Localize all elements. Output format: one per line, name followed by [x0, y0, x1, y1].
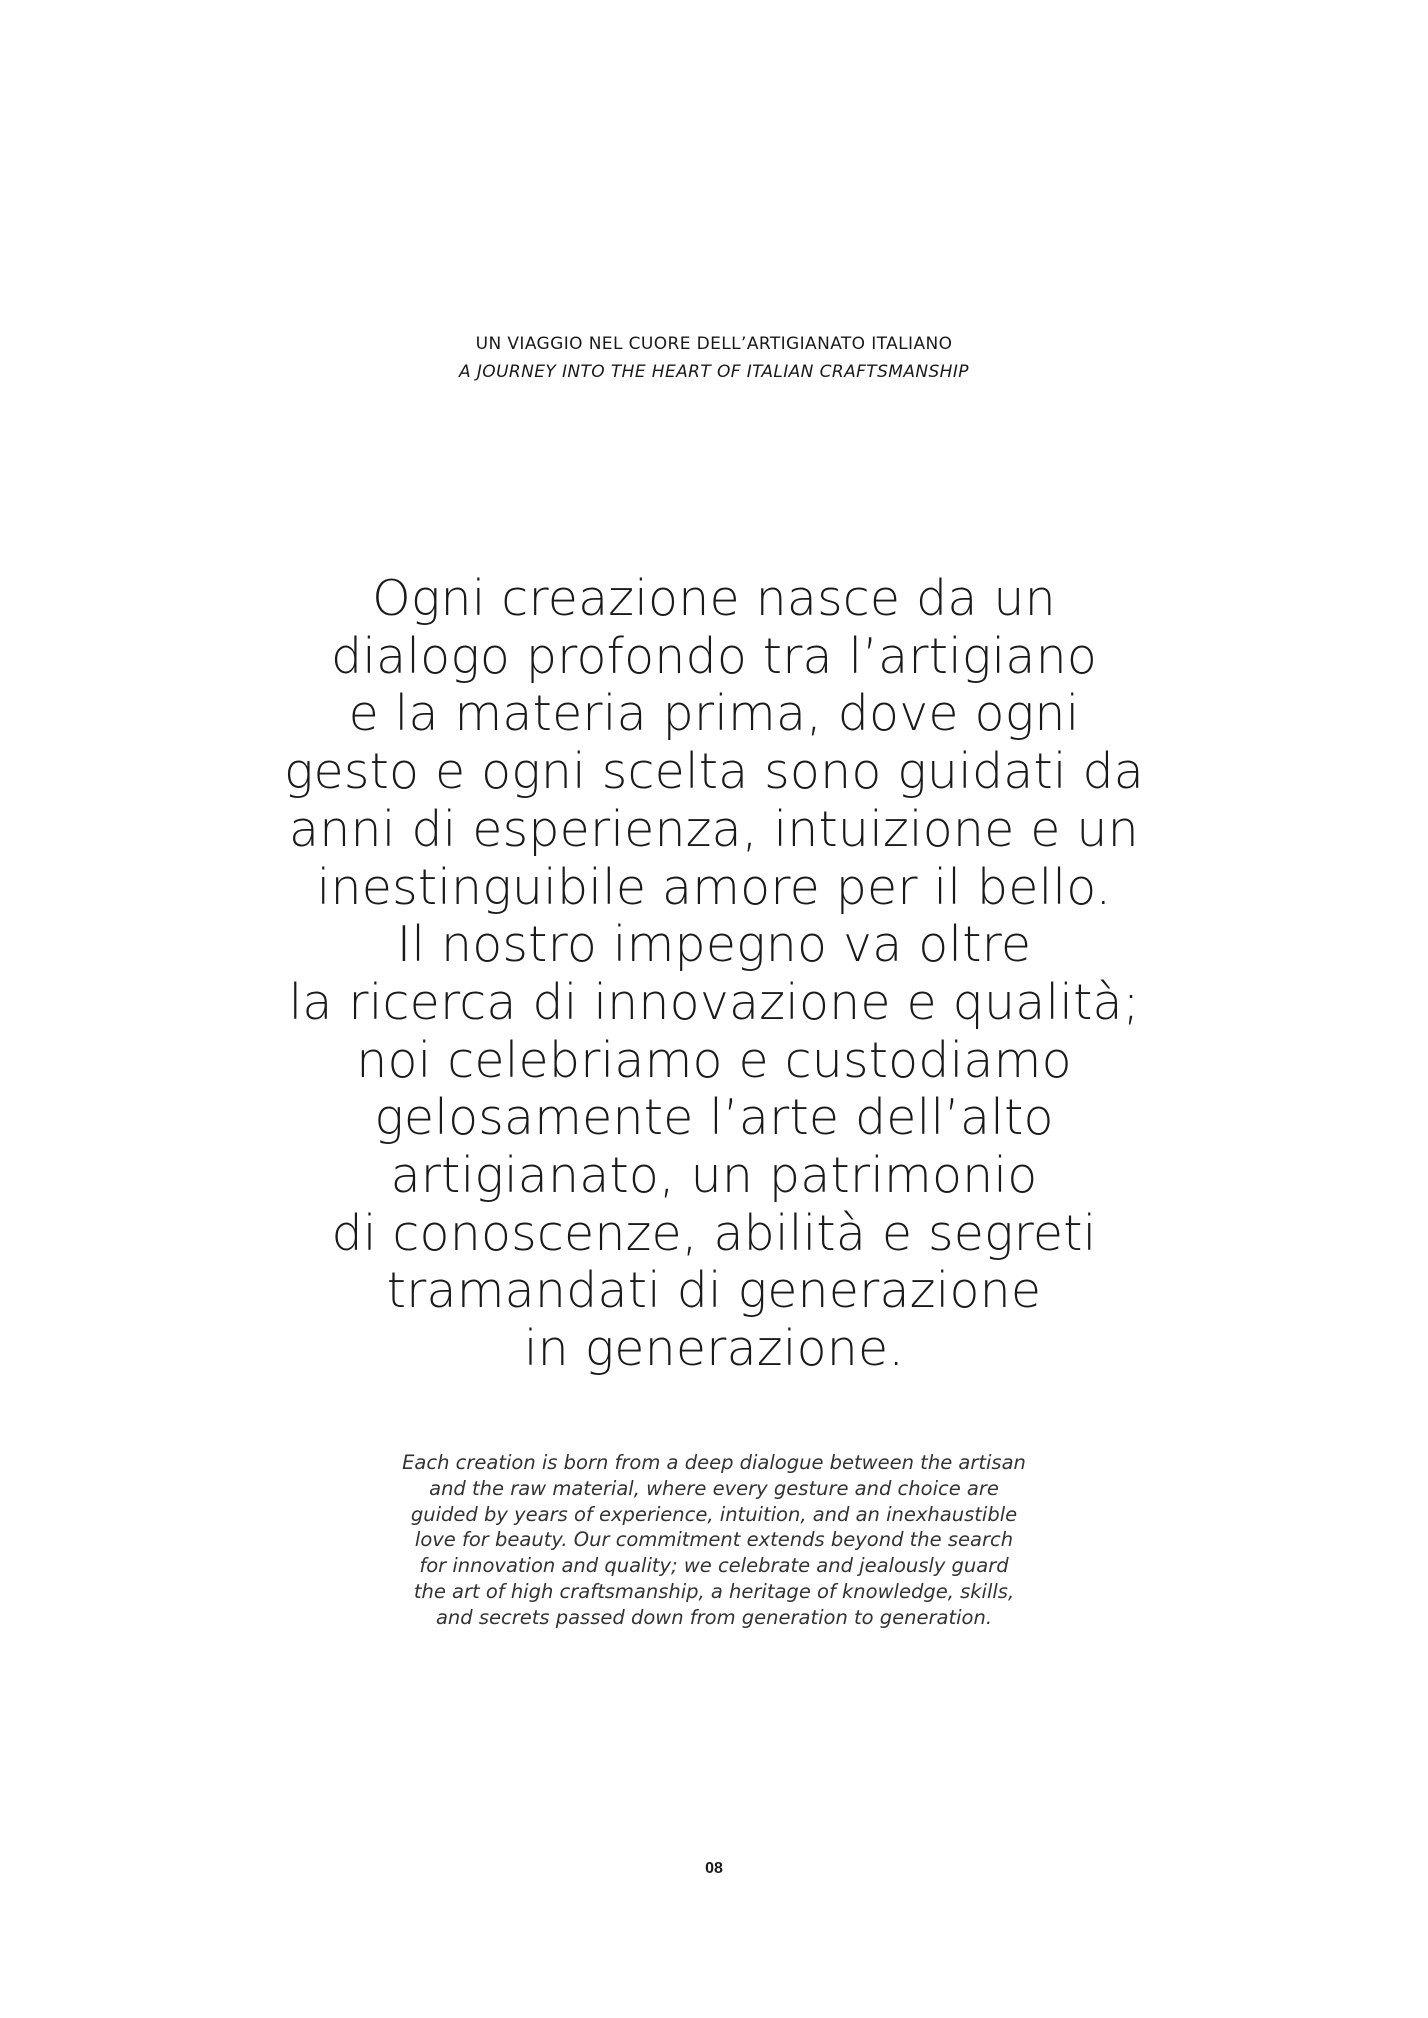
quote-line: gesto e ogni scelta sono guidati da: [283, 743, 1145, 801]
translation-line: for innovation and quality; we celebrate and jealously guard: [419, 1554, 1009, 1578]
translation-line: guided by years of experience, intuition, and an inexhaustible: [410, 1502, 1018, 1526]
quote-line: Il nostro impegno va oltre: [396, 916, 1032, 974]
quote-line: anni di esperienza, intuizione e un: [289, 800, 1139, 858]
quote-line: in generazione.: [523, 1320, 905, 1378]
italian-quote: [214, 570, 1214, 1378]
heading-english: A JOURNEY INTO THE HEART OF ITALIAN CRAFTSMANSHIP: [459, 362, 969, 382]
quote-line: di conoscenze, abilità e segreti: [331, 1204, 1097, 1262]
heading-italian: UN VIAGGIO NEL CUORE DELL’ARTIGIANATO ITALIANO: [475, 334, 953, 354]
translation-line: Each creation is born from a deep dialogue between the artisan: [402, 1451, 1026, 1474]
quote-line: la ricerca di innovazione e qualità;: [288, 973, 1140, 1031]
quote-line: inestinguibile amore per il bello.: [316, 858, 1112, 916]
quote-line: gelosamente l’arte dell’alto: [374, 1089, 1054, 1147]
section-heading: [0, 330, 1428, 386]
translation-line: the art of high craftsmanship, a heritage of knowledge, skills,: [413, 1579, 1015, 1603]
quote-line: dialogo profondo tra l’artigiano: [330, 627, 1098, 685]
quote-line: Ogni creazione nasce da un: [372, 570, 1056, 627]
english-translation: [314, 1450, 1114, 1631]
quote-line: artigianato, un patrimonio: [390, 1147, 1038, 1205]
translation-line: and the raw material, where every gesture and choice are: [429, 1476, 999, 1500]
translation-line: and secrets passed down from generation to generation.: [435, 1605, 993, 1629]
page-number: 08: [705, 1860, 723, 1877]
quote-line: e la materia prima, dove ogni: [348, 685, 1080, 743]
quote-line: tramandati di generazione: [386, 1262, 1042, 1320]
translation-line: love for beauty. Our commitment extends beyond the search: [414, 1528, 1014, 1552]
quote-line: noi celebriamo e custodiamo: [356, 1031, 1072, 1089]
